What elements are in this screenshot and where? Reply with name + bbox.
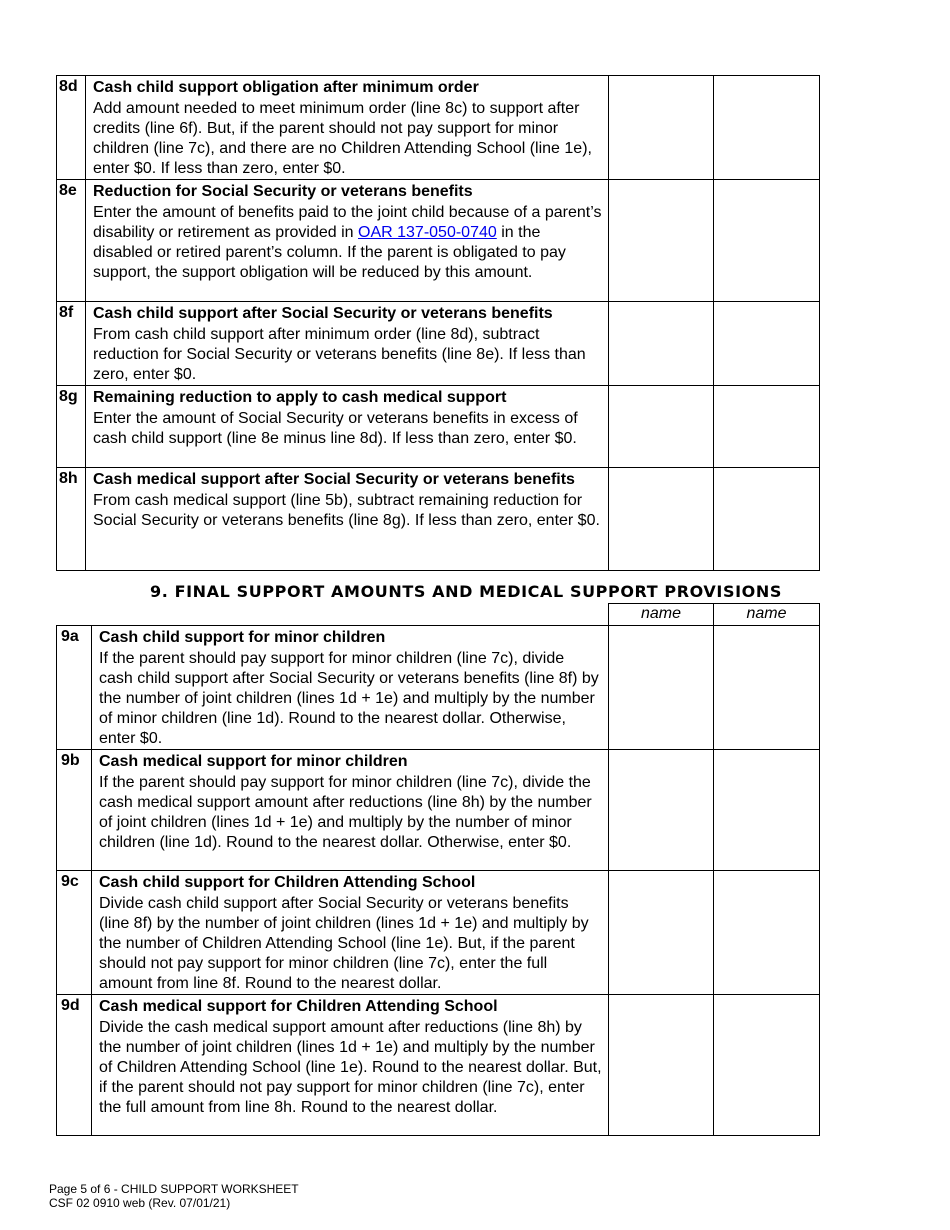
footer-form-id: CSF 02 0910 web (Rev. 07/01/21) [49, 1196, 231, 1210]
column-header-parent-1: name [609, 604, 714, 626]
line-number: 9c [57, 871, 92, 995]
line-number: 9d [57, 995, 92, 1136]
line-instructions: Add amount needed to meet minimum order (line 8c) to support after credits (line 6f). But, if the parent should not pay support for minor children (line 7c), and there are no Children Attending School (line 1e), enter $0. If less than zero, enter $0. [93, 100, 592, 177]
line-number: 9a [57, 626, 92, 750]
amount-field-parent-2[interactable] [714, 871, 820, 995]
line-title: Cash child support after Social Security or veterans benefits [93, 305, 553, 322]
line-instructions: If the parent should pay support for minor children (line 7c), divide the cash medical support amount after reductions (line 8h) by the number of joint children (lines 1d + 1e) and multiply by the number of minor children (line 1d). Round to the nearest dollar. Otherwise, enter $0. [99, 774, 592, 851]
line-instructions [93, 203, 602, 283]
line-title: Reduction for Social Security or veterans benefits [93, 183, 473, 200]
line-instructions: From cash medical support (line 5b), subtract remaining reduction for Social Security or veterans benefits (line 8g). If less than zero, enter $0. [93, 492, 600, 529]
table-row [57, 180, 820, 302]
column-header-row [57, 604, 820, 626]
line-title: Cash medical support after Social Security or veterans benefits [93, 471, 575, 488]
line-number: 8d [57, 76, 86, 180]
amount-field-parent-1[interactable] [609, 302, 714, 386]
line-title: Cash medical support for minor children [99, 753, 408, 770]
line-description [92, 995, 609, 1136]
line-title: Cash medical support for Children Attending School [99, 998, 498, 1015]
amount-field-parent-2[interactable] [714, 302, 820, 386]
amount-field-parent-1[interactable] [609, 180, 714, 302]
line-description [86, 302, 609, 386]
table-row [57, 468, 820, 571]
footer-page-info: Page 5 of 6 - CHILD SUPPORT WORKSHEET [49, 1182, 299, 1196]
section-9-heading: 9. FINAL SUPPORT AMOUNTS AND MEDICAL SUPPORT PROVISIONS [150, 582, 782, 601]
table-row [57, 626, 820, 750]
amount-field-parent-2[interactable] [714, 626, 820, 750]
amount-field-parent-1[interactable] [609, 750, 714, 871]
page-footer [49, 1182, 299, 1210]
line-description [86, 180, 609, 302]
line-description [86, 386, 609, 468]
line-number: 8e [57, 180, 86, 302]
line-number: 8f [57, 302, 86, 386]
line-title: Cash child support obligation after minimum order [93, 79, 479, 96]
table-row [57, 386, 820, 468]
line-number: 8g [57, 386, 86, 468]
line-instructions: Divide the cash medical support amount after reductions (line 8h) by the number of joint children (lines 1d + 1e) and multiply by the number of Children Attending School (line 1e). Round to the nearest dollar. But, if the parent should not pay support for minor children (line 7c), enter the full amount from line 8h. Round to the nearest dollar. [99, 1019, 602, 1116]
amount-field-parent-2[interactable] [714, 995, 820, 1136]
oar-link[interactable]: OAR 137-050-0740 [358, 224, 497, 241]
amount-field-parent-2[interactable] [714, 180, 820, 302]
table-row [57, 871, 820, 995]
line-description [86, 76, 609, 180]
line-title: Cash child support for Children Attending School [99, 874, 476, 891]
amount-field-parent-1[interactable] [609, 468, 714, 571]
amount-field-parent-1[interactable] [609, 386, 714, 468]
line-title: Cash child support for minor children [99, 629, 386, 646]
amount-field-parent-2[interactable] [714, 386, 820, 468]
section8-table [56, 75, 820, 571]
line-description [86, 468, 609, 571]
line-instructions: Divide cash child support after Social Security or veterans benefits (line 8f) by the number of joint children (lines 1d + 1e) and multiply by the number of Children Attending School (line 1e). But, if the parent should not pay support for minor children (line 7c), enter the full amount from line 8f. Round to the nearest dollar. [99, 895, 589, 992]
amount-field-parent-1[interactable] [609, 871, 714, 995]
amount-field-parent-1[interactable] [609, 76, 714, 180]
amount-field-parent-1[interactable] [609, 995, 714, 1136]
line-number: 8h [57, 468, 86, 571]
header-spacer [92, 604, 609, 626]
table-row [57, 750, 820, 871]
column-header-parent-2: name [714, 604, 820, 626]
instructions-text: Enter the amount of benefits paid to the joint child because of a parent’s disability or retirement as provided in [93, 204, 602, 241]
line-number: 9b [57, 750, 92, 871]
table-row [57, 302, 820, 386]
header-spacer [57, 604, 92, 626]
line-instructions: If the parent should pay support for minor children (line 7c), divide cash child support after Social Security or veterans benefits (line 8f) by the number of joint children (lines 1d + 1e) and multiply by the number of minor children (line 1d). Round to the nearest dollar. Otherwise, enter $0. [99, 650, 599, 747]
line-description [92, 750, 609, 871]
amount-field-parent-2[interactable] [714, 468, 820, 571]
line-description [92, 626, 609, 750]
line-instructions: Enter the amount of Social Security or veterans benefits in excess of cash child support (line 8e minus line 8d). If less than zero, enter $0. [93, 410, 578, 447]
amount-field-parent-2[interactable] [714, 750, 820, 871]
amount-field-parent-2[interactable] [714, 76, 820, 180]
line-title: Remaining reduction to apply to cash medical support [93, 389, 507, 406]
line-instructions: From cash child support after minimum order (line 8d), subtract reduction for Social Security or veterans benefits (line 8e). If less than zero, enter $0. [93, 326, 586, 383]
instructions-text: in the disabled or retired parent’s column. If the parent is obligated to pay support, the support obligation will be reduced by this amount. [93, 224, 566, 281]
table-row [57, 995, 820, 1136]
line-description [92, 871, 609, 995]
table-row [57, 76, 820, 180]
section9-table [56, 603, 820, 1136]
amount-field-parent-1[interactable] [609, 626, 714, 750]
